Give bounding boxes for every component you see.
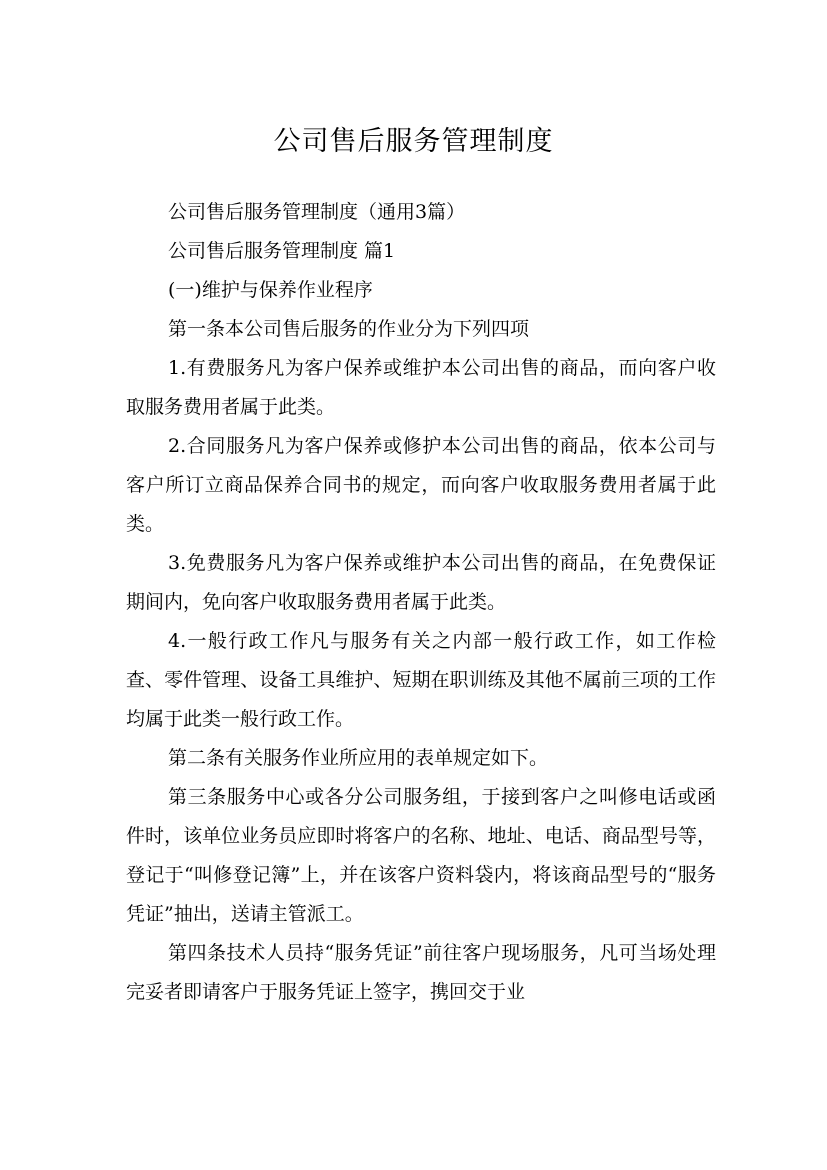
- paragraph-part-heading: 公司售后服务管理制度 篇1: [168, 240, 396, 262]
- paragraph-article-1: 第一条本公司售后服务的作业分为下列四项: [168, 318, 530, 340]
- paragraph-article-2: 第二条有关服务作业所应用的表单规定如下。: [168, 747, 549, 769]
- paragraph-article-3: 第三条服务中心或各分公司服务组，于接到客户之叫修电话或函件时，该单位业务员应即时将客户的名称、地址、电话、商品型号等，登记于“叫修登记簿”上，并在该客户资料袋内，将该商品型号的“服务凭证”抽出，送请主管派工。: [126, 786, 716, 925]
- document-title: 公司售后服务管理制度: [273, 126, 554, 158]
- paragraph-subtitle: 公司售后服务管理制度（通用3篇）: [168, 201, 466, 223]
- paragraph-item-2: 2.合同服务凡为客户保养或修护本公司出售的商品，依本公司与客户所订立商品保养合同书的规定，而向客户收取服务费用者属于此类。: [126, 435, 716, 535]
- paragraph-item-1: 1.有费服务凡为客户保养或维护本公司出售的商品，而向客户收取服务费用者属于此类。: [126, 357, 716, 418]
- paragraph-item-4: 4.一般行政工作凡与服务有关之内部一般行政工作，如工作检查、零件管理、设备工具维护、短期在职训练及其他不属前三项的工作均属于此类一般行政工作。: [126, 630, 716, 730]
- paragraph-section-heading: (一)维护与保养作业程序: [168, 279, 373, 301]
- paragraph-article-4: 第四条技术人员持“服务凭证”前往客户现场服务，凡可当场处理完妥者即请客户于服务凭证上签字，携回交于业: [126, 942, 716, 1003]
- document-body: [126, 193, 716, 1012]
- paragraph-item-3: 3.免费服务凡为客户保养或维护本公司出售的商品，在免费保证期间内，免向客户收取服务费用者属于此类。: [126, 552, 716, 613]
